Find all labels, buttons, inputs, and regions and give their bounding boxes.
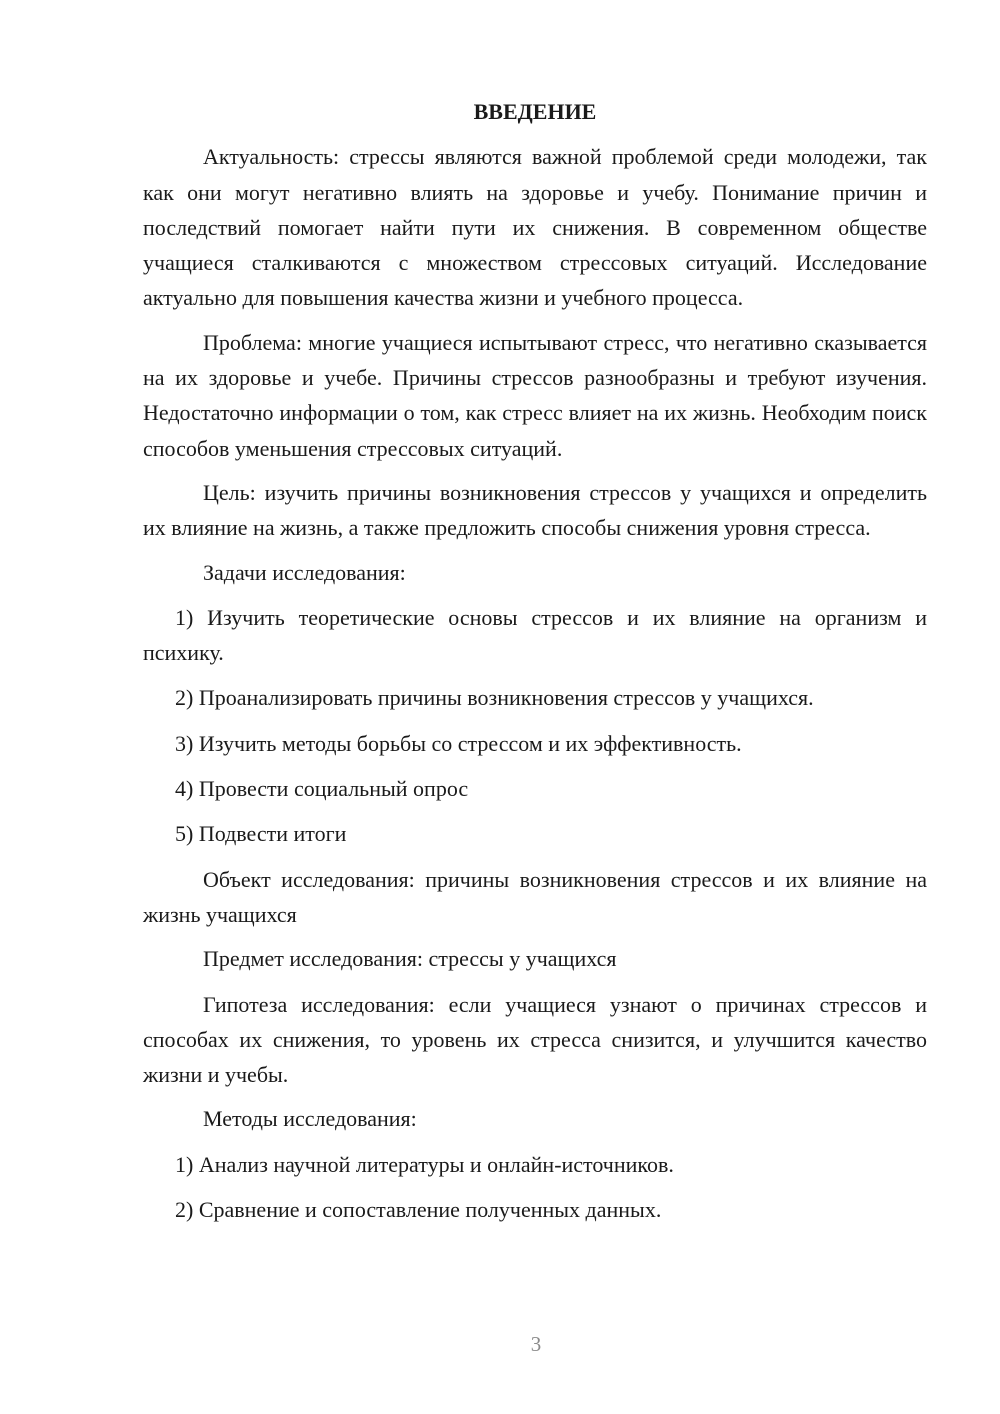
subject-paragraph: Предмет исследования: стрессы у учащихся xyxy=(203,946,617,972)
problem-paragraph: Проблема: многие учащиеся испытывают стресс, что негативно сказывается на их здоровье и учебе. Причины стрессов разнообразны и требуют изучения. Недостаточно информации о том, как стресс влияет на их жизнь. Необходим поиск способов уменьшения стрессовых ситуаций. xyxy=(143,329,927,461)
document-body xyxy=(143,94,927,1237)
tasks-list xyxy=(143,600,927,852)
task-item: 3) Изучить методы борьбы со стрессом и их эффективность. xyxy=(175,730,742,756)
method-item: 2) Сравнение и сопоставление полученных данных. xyxy=(175,1197,662,1223)
section-heading: ВВЕДЕНИЕ xyxy=(473,99,597,124)
task-item: 4) Провести социальный опрос xyxy=(175,776,469,802)
task-item: 1) Изучить теоретические основы стрессов и их влияние на организм и психику. xyxy=(143,604,927,666)
tasks-title: Задачи исследования: xyxy=(203,559,406,585)
task-item: 2) Проанализировать причины возникновения стрессов у учащихся. xyxy=(175,685,814,711)
hypothesis-paragraph: Гипотеза исследования: если учащиеся узнают о причинах стрессов и способах их снижения, то уровень их стресса снизится, и улучшится качество жизни и учебы. xyxy=(143,991,927,1088)
goal-paragraph: Цель: изучить причины возникновения стрессов у учащихся и определить их влияние на жизнь, а также предложить способы снижения уровня стресса. xyxy=(143,479,927,541)
method-item: 1) Анализ научной литературы и онлайн-источников. xyxy=(175,1151,674,1177)
task-item: 5) Подвести итоги xyxy=(175,821,347,847)
methods-list xyxy=(143,1147,927,1228)
object-paragraph: Объект исследования: причины возникновения стрессов и их влияние на жизнь учащихся xyxy=(143,866,927,927)
methods-title: Методы исследования: xyxy=(203,1106,417,1132)
page-number: 3 xyxy=(530,1332,542,1356)
relevance-paragraph: Актуальность: стрессы являются важной проблемой среди молодежи, так как они могут негативно влиять на здоровье и учебу. Понимание причин и последствий помогает найти пути их снижения. В современном обществе учащиеся сталкиваются с множеством стрессовых ситуаций. Исследование актуально для повышения качества жизни и учебного процесса. xyxy=(143,144,927,311)
